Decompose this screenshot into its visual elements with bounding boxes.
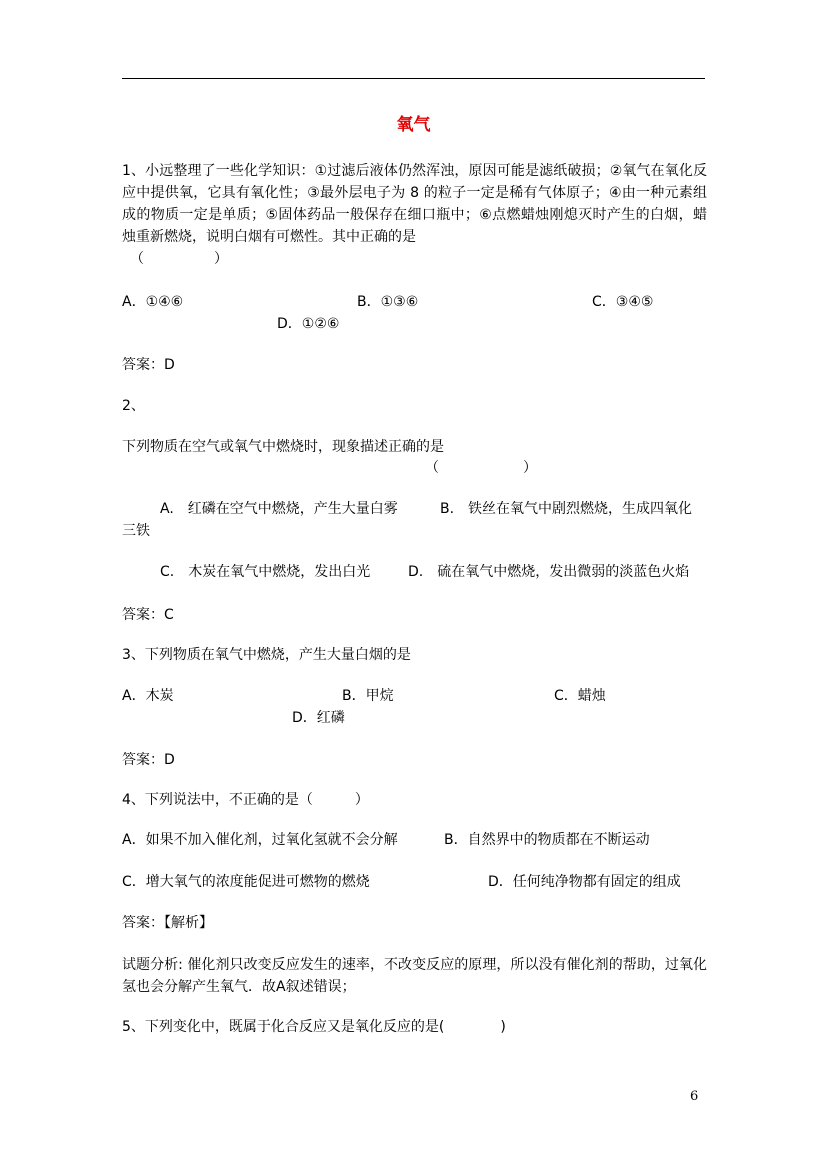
page-title: 氧气 xyxy=(396,115,431,135)
q2-number: 2、 xyxy=(122,398,145,414)
q1-option-b: B．①③⑥ xyxy=(357,294,419,310)
q1-answer: 答案：D xyxy=(122,357,175,373)
q4-answer: 答案：【解析】 xyxy=(122,915,213,931)
q1-text: 1、小远整理了一些化学知识：①过滤后液体仍然浑浊，原因可能是滤纸破损；②氧气在氧化反应中提供氧，它具有氧化性；③最外层电子为 8 的粒子一定是稀有气体原子；④由一种元素组成的物质一定是单质；⑤固体药品一般保存在细口瓶中；⑥点燃蜡烛刚熄灭时产生的白烟，蜡烛重新燃烧，说明白烟有可燃性。其中正确的是 xyxy=(122,163,707,245)
q3-option-c: C．蜡烛 xyxy=(554,688,606,704)
q3-stem: 3、下列物质在氧气中燃烧，产生大量白烟的是 xyxy=(122,647,411,663)
header-rule xyxy=(122,78,705,79)
q3-option-d: D．红磷 xyxy=(292,710,345,726)
q4-stem: 4、下列说法中，不正确的是（ ） xyxy=(122,792,369,808)
q2-option-b: B. 铁丝在氧气中剧烈燃烧，生成四氧化 xyxy=(440,501,693,517)
q2-blank: （ ） xyxy=(425,460,537,476)
q4-option-a: A．如果不加入催化剂，过氧化氢就不会分解 xyxy=(122,832,398,848)
page-number: 6 xyxy=(690,1089,699,1104)
q1-option-a: A．①④⑥ xyxy=(122,294,184,310)
q3-option-b: B．甲烷 xyxy=(342,688,394,704)
q4-option-b: B．自然界中的物质都在不断运动 xyxy=(444,832,650,848)
q1-option-c: C．③④⑤ xyxy=(592,294,654,310)
q2-option-d: D. 硫在氧气中燃烧，发出微弱的淡蓝色火焰 xyxy=(408,564,690,580)
q4-option-c: C．增大氧气的浓度能促进可燃物的燃烧 xyxy=(122,874,370,890)
q4-option-d: D．任何纯净物都有固定的组成 xyxy=(488,874,681,890)
q2-answer: 答案：C xyxy=(122,607,174,623)
q5-stem: 5、下列变化中，既属于化合反应又是氧化反应的是( ) xyxy=(122,1019,506,1035)
q2-option-a: A. 红磷在空气中燃烧，产生大量白雾 xyxy=(160,501,398,517)
q2-option-b-cont: 三铁 xyxy=(122,523,150,539)
q3-option-a: A．木炭 xyxy=(122,688,174,704)
q2-stem: 下列物质在空气或氧气中燃烧时，现象描述正确的是 xyxy=(122,439,444,455)
q1-blank: （ ） xyxy=(130,251,228,267)
q3-answer: 答案：D xyxy=(122,752,175,768)
q1-option-d: D．①②⑥ xyxy=(277,316,340,332)
q4-analysis: 试题分析: 催化剂只改变反应发生的速率，不改变反应的原理，所以没有催化剂的帮助，过氧化氢也会分解产生氧气．故A叙述错误； xyxy=(122,957,707,995)
q2-option-c: C. 木炭在氧气中燃烧，发出白光 xyxy=(160,564,371,580)
